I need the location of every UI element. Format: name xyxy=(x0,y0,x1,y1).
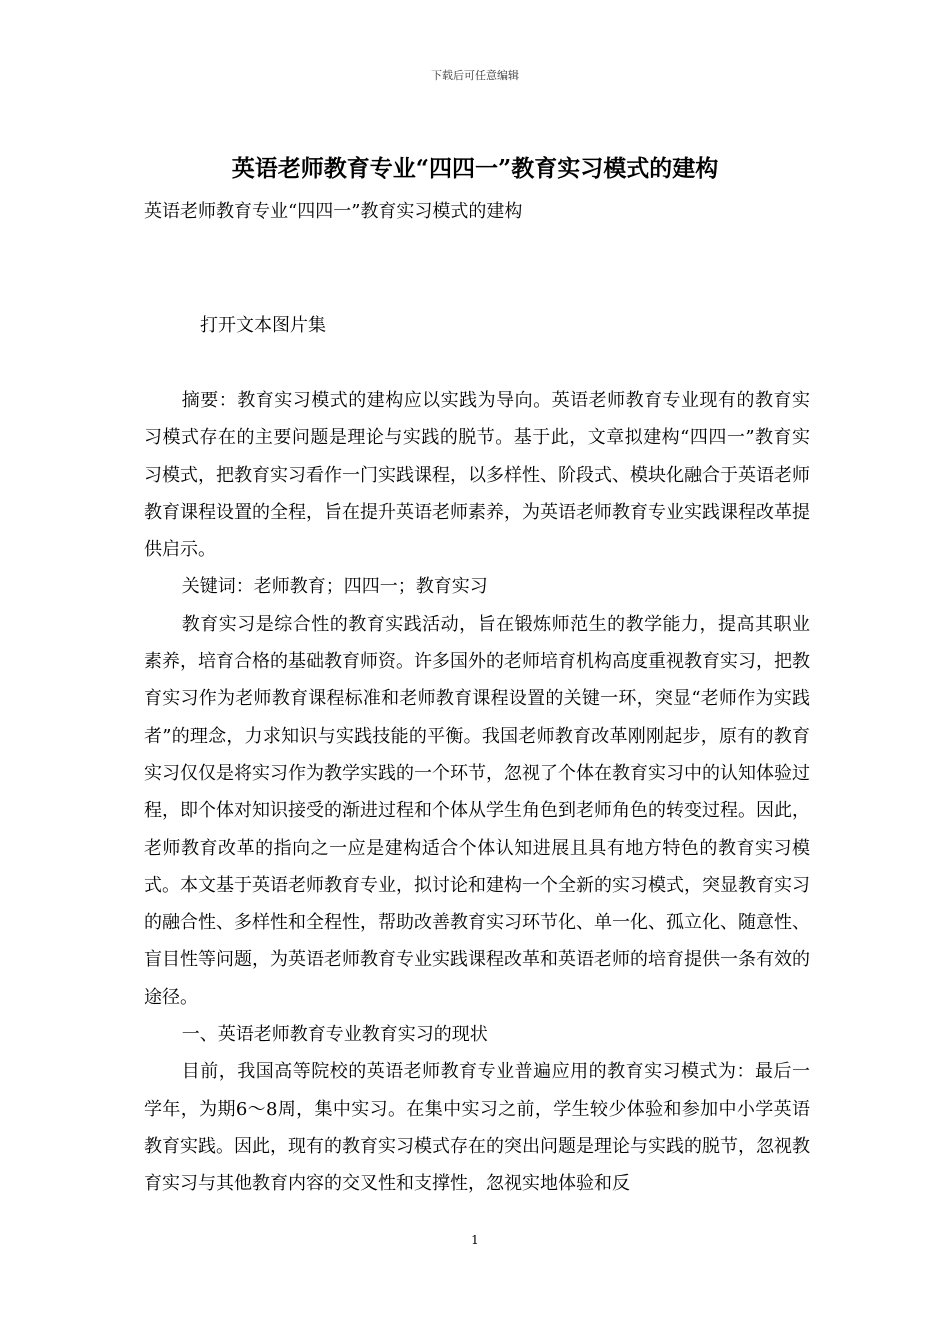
body-paragraph: 教育实习是综合性的教育实践活动，旨在锻炼师范生的教学能力，提高其职业素养，培育合格的基础教育师资。许多国外的老师培育机构高度重视教育实习，把教育实习作为老师教育课程标准和老师教育课程设置的关键一环，突显“老师作为实践者”的理念，力求知识与实践技能的平衡。我国老师教育改革刚刚起步，原有的教育实习仅仅是将实习作为教学实践的一个环节，忽视了个体在教育实习中的认知体验过程，即个体对知识接受的渐进过程和个体从学生角色到老师角色的转变过程。因此，老师教育改革的指向之一应是建构适合个体认知进展且具有地方特色的教育实习模式。本文基于英语老师教育专业，拟讨论和建构一个全新的实习模式，突显教育实习的融合性、多样性和全程性，帮助改善教育实习环节化、单一化、孤立化、随意性、盲目性等问题，为英语老师教育专业实践课程改革和英语老师的培育提供一条有效的途径。 xyxy=(144,613,810,1008)
document-title: 英语老师教育专业“四四一”教育实习模式的建构 xyxy=(231,155,719,182)
page-number: 1 xyxy=(471,1233,479,1247)
section-heading: 一、英语老师教育专业教育实习的现状 xyxy=(181,1024,488,1046)
document-subtitle: 英语老师教育专业“四四一”教育实习模式的建构 xyxy=(144,201,523,222)
abstract-paragraph: 摘要：教育实习模式的建构应以实践为导向。英语老师教育专业现有的教育实习模式存在的主要问题是理论与实践的脱节。基于此，文章拟建构“四四一”教育实习模式，把教育实习看作一门实践课程，以多样性、阶段式、模块化融合于英语老师教育课程设置的全程，旨在提升英语老师素养，为英语老师教育专业实践课程改革提供启示。 xyxy=(144,390,810,561)
keywords-paragraph: 关键词：老师教育；四四一；教育实习 xyxy=(181,576,488,598)
document-body xyxy=(144,382,810,1203)
open-image-set-link[interactable]: 打开文本图片集 xyxy=(200,315,326,336)
page-header-note: 下载后可任意编辑 xyxy=(431,69,519,82)
body-paragraph: 目前，我国高等院校的英语老师教育专业普遍应用的教育实习模式为：最后一学年，为期6～8周，集中实习。在集中实习之前，学生较少体验和参加中小学英语教育实践。因此，现有的教育实习模式存在的突出问题是理论与实践的脱节，忽视教育实习与其他教育内容的交叉性和支撑性，忽视实地体验和反 xyxy=(144,1061,810,1195)
